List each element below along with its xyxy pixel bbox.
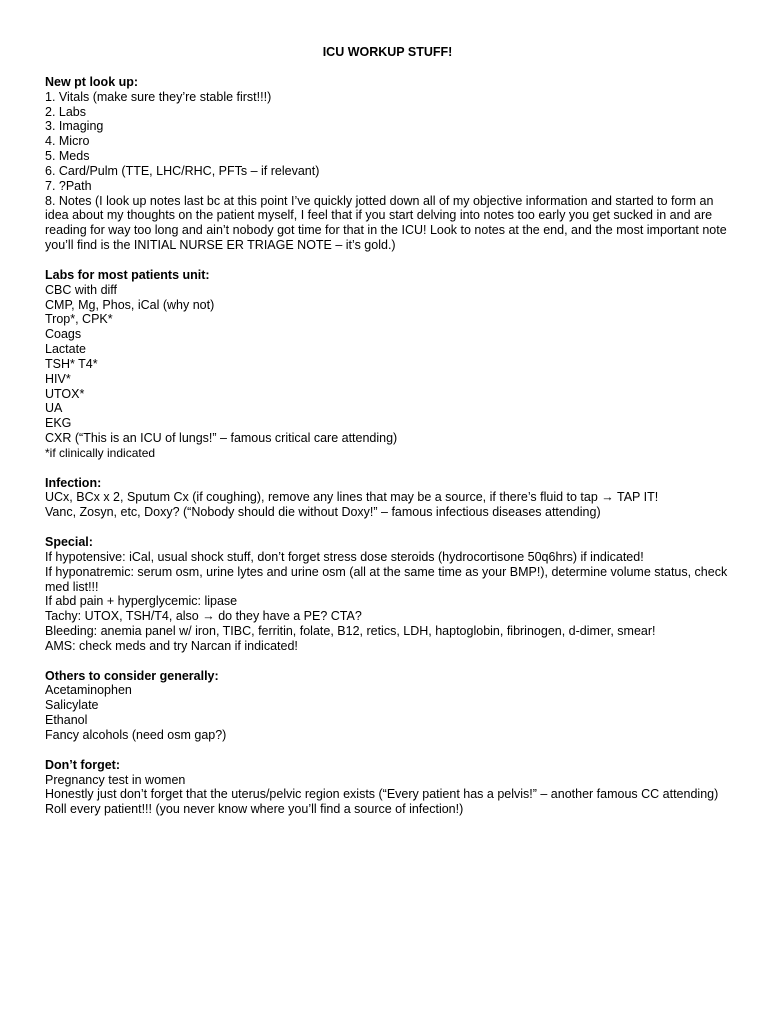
list-item: Roll every patient!!! (you never know where you’ll find a source of infection!) xyxy=(45,802,464,817)
list-item: 8. Notes (I look up notes last bc at this point I’ve quickly jotted down all of my objective information and started to form an idea about my thoughts on the patient myself, I feel that if you start delving into notes too early you get sucked in and are reading for way too long and ain’t nobody got time for that in the ICU! Look to notes at the end, and the most important note you’ll find is the INITIAL NURSE ER TRIAGE NOTE – it’s gold.) xyxy=(45,193,727,253)
section-heading: Infection: xyxy=(45,475,102,490)
list-item: Salicylate xyxy=(45,698,99,713)
list-item: Tachy: UTOX, TSH/T4, also → do they have a PE? CTA? xyxy=(45,609,362,624)
list-item: Vanc, Zosyn, etc, Doxy? (“Nobody should die without Doxy!” – famous infectious diseases attending) xyxy=(45,505,601,520)
list-item: TSH* T4* xyxy=(45,356,98,371)
section-others-to-consider xyxy=(45,669,730,743)
list-item: EKG xyxy=(45,416,72,431)
list-item: 7. ?Path xyxy=(45,178,92,193)
section-special xyxy=(45,535,730,654)
list-item: UCx, BCx x 2, Sputum Cx (if coughing), remove any lines that may be a source, if there’s fluid to tap → TAP IT! xyxy=(45,490,659,505)
list-item: Pregnancy test in women xyxy=(45,772,186,787)
list-item: 2. Labs xyxy=(45,104,87,119)
list-item: Ethanol xyxy=(45,713,88,728)
list-item: If abd pain + hyperglycemic: lipase xyxy=(45,594,238,609)
list-item: Fancy alcohols (need osm gap?) xyxy=(45,727,227,742)
list-item: CMP, Mg, Phos, iCal (why not) xyxy=(45,297,215,312)
section-heading: Don’t forget: xyxy=(45,757,120,772)
list-item: CBC with diff xyxy=(45,282,118,297)
list-item: Bleeding: anemia panel w/ iron, TIBC, ferritin, folate, B12, retics, LDH, haptoglobin, fibrinogen, d-dimer, smear! xyxy=(45,624,656,639)
section-heading: Special: xyxy=(45,535,93,549)
list-item: Acetaminophen xyxy=(45,683,132,698)
section-labs xyxy=(45,268,730,461)
document-page xyxy=(45,45,730,832)
list-item: If hyponatremic: serum osm, urine lytes and urine osm (all at the same time as your BMP!), determine volume status, check med list!!! xyxy=(45,564,728,594)
list-item: Lactate xyxy=(45,342,87,357)
list-item: 6. Card/Pulm (TTE, LHC/RHC, PFTs – if relevant) xyxy=(45,163,320,178)
list-item: Honestly just don’t forget that the uterus/pelvic region exists (“Every patient has a pelvis!” – another famous CC attending) xyxy=(45,787,719,802)
list-item: UA xyxy=(45,401,63,416)
section-infection xyxy=(45,476,730,521)
list-item: Coags xyxy=(45,327,82,342)
list-item: CXR (“This is an ICU of lungs!” – famous critical care attending) xyxy=(45,431,398,446)
list-item: UTOX* xyxy=(45,386,85,401)
list-item: AMS: check meds and try Narcan if indicated! xyxy=(45,638,298,653)
section-heading: Others to consider generally: xyxy=(45,668,219,683)
section-dont-forget xyxy=(45,758,730,817)
list-item: HIV* xyxy=(45,371,71,386)
footnote: *if clinically indicated xyxy=(45,445,156,460)
section-new-pt-look-up xyxy=(45,75,730,253)
list-item: 4. Micro xyxy=(45,134,90,149)
list-item: Trop*, CPK* xyxy=(45,312,113,327)
list-item: 1. Vitals (make sure they’re stable first!!!) xyxy=(45,89,272,104)
document-title: ICU WORKUP STUFF! xyxy=(322,45,453,59)
section-heading: New pt look up: xyxy=(45,74,139,89)
list-item: If hypotensive: iCal, usual shock stuff, don’t forget stress dose steroids (hydrocortisone 50q6hrs) if indicated! xyxy=(45,549,644,564)
list-item: 3. Imaging xyxy=(45,119,104,134)
list-item: 5. Meds xyxy=(45,149,90,164)
section-heading: Labs for most patients unit: xyxy=(45,267,210,282)
